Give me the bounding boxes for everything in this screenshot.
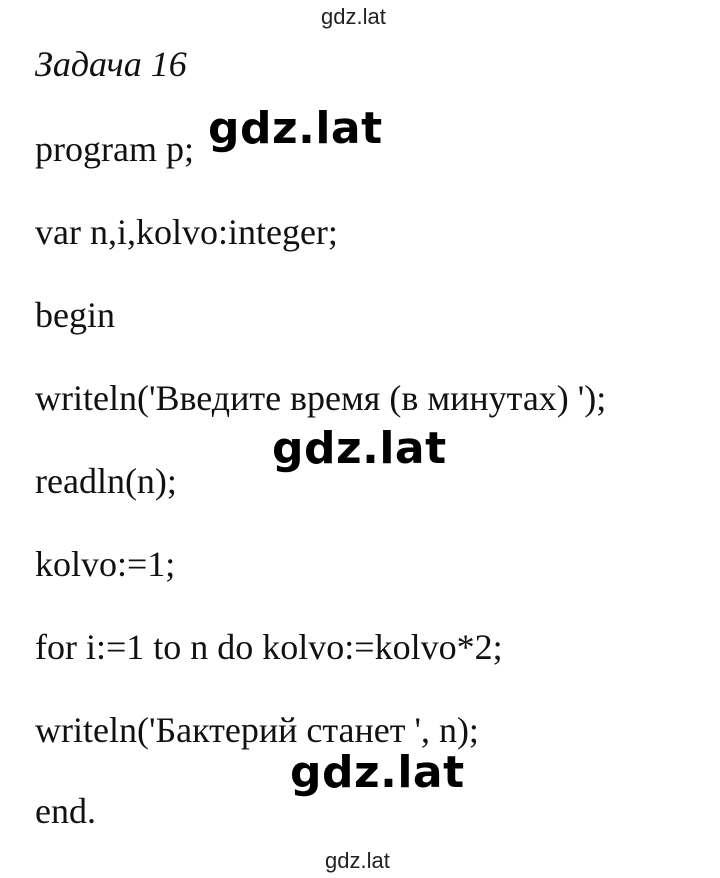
task-title: Задача 16 [35,44,187,84]
code-line-3: begin [35,295,115,335]
code-line-2: var n,i,kolvo:integer; [35,212,338,252]
code-line-5: readln(n); [35,461,177,501]
code-line-6: kolvo:=1; [35,544,176,584]
code-line-4: writeln('Введите время (в минутах) '); [35,378,607,418]
watermark-overlay-3: gdz.lat [290,747,465,798]
watermark-top: gdz.lat [321,4,386,29]
code-line-1: program p; [35,129,194,169]
code-line-8: writeln('Бактерий станет ', n); [35,710,479,750]
code-line-9: end. [35,791,96,831]
code-line-7: for i:=1 to n do kolvo:=kolvo*2; [35,627,503,667]
watermark-overlay-2: gdz.lat [272,423,447,474]
watermark-bottom: gdz.lat [325,848,390,873]
watermark-overlay-1: gdz.lat [208,103,383,154]
